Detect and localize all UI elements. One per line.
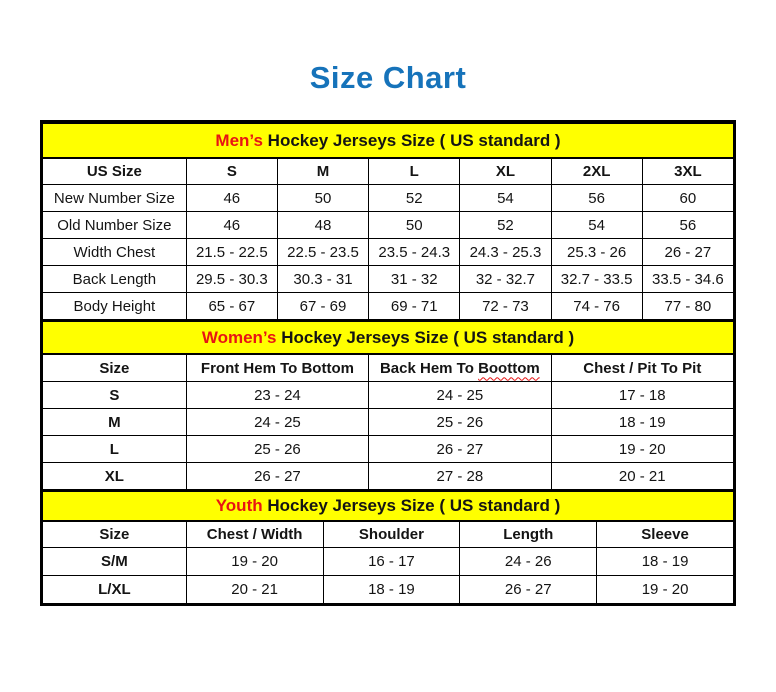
mens-size-table: [42, 122, 734, 320]
row-label: New Number Size: [43, 185, 187, 212]
table-row: [43, 293, 734, 320]
back-hem-prefix: Back Hem To: [379, 359, 474, 377]
womens-section-heading: [43, 321, 734, 354]
value-cell: 50: [369, 212, 460, 239]
column-header: US Size: [43, 158, 187, 185]
column-header: 3XL: [642, 158, 733, 185]
value-cell: 23.5 - 24.3: [369, 239, 460, 266]
value-cell: 74 - 76: [551, 293, 642, 320]
row-label: Body Height: [43, 293, 187, 320]
value-cell: 26 - 27: [186, 463, 368, 490]
mens-header-row: [43, 158, 734, 185]
value-cell: 18 - 19: [551, 409, 733, 436]
value-cell: 27 - 28: [369, 463, 551, 490]
size-chart-container: [40, 120, 736, 606]
mens-heading-highlight: Men’s: [215, 130, 263, 150]
value-cell: 32.7 - 33.5: [551, 266, 642, 293]
youth-header-row: [43, 521, 734, 548]
value-cell: 20 - 21: [186, 576, 323, 604]
value-cell: 16 - 17: [323, 548, 460, 576]
column-header: Length: [460, 521, 597, 548]
value-cell: 67 - 69: [277, 293, 368, 320]
value-cell: 48: [277, 212, 368, 239]
value-cell: 46: [186, 185, 277, 212]
value-cell: 32 - 32.7: [460, 266, 551, 293]
value-cell: 29.5 - 30.3: [186, 266, 277, 293]
table-row: [43, 239, 734, 266]
value-cell: 46: [186, 212, 277, 239]
value-cell: 24 - 25: [369, 382, 551, 409]
value-cell: 24.3 - 25.3: [460, 239, 551, 266]
table-row: [43, 463, 734, 490]
value-cell: 33.5 - 34.6: [642, 266, 733, 293]
value-cell: 26 - 27: [460, 576, 597, 604]
column-header: Sleeve: [597, 521, 734, 548]
value-cell: 77 - 80: [642, 293, 733, 320]
column-header-back-hem: [369, 354, 551, 382]
value-cell: 56: [551, 185, 642, 212]
value-cell: 30.3 - 31: [277, 266, 368, 293]
value-cell: 26 - 27: [642, 239, 733, 266]
value-cell: 22.5 - 23.5: [277, 239, 368, 266]
column-header: Chest / Width: [186, 521, 323, 548]
row-label: Back Length: [43, 266, 187, 293]
column-header: M: [277, 158, 368, 185]
column-header: Shoulder: [323, 521, 460, 548]
value-cell: 25.3 - 26: [551, 239, 642, 266]
value-cell: 17 - 18: [551, 382, 733, 409]
youth-section-heading-row: [43, 491, 734, 521]
column-header: Front Hem To Bottom: [186, 354, 368, 382]
youth-size-table: [42, 490, 734, 604]
value-cell: 26 - 27: [369, 436, 551, 463]
value-cell: 18 - 19: [597, 548, 734, 576]
table-row: [43, 382, 734, 409]
value-cell: 60: [642, 185, 733, 212]
row-label: M: [43, 409, 187, 436]
column-header: Chest / Pit To Pit: [551, 354, 733, 382]
value-cell: 31 - 32: [369, 266, 460, 293]
row-label: Width Chest: [43, 239, 187, 266]
value-cell: 19 - 20: [551, 436, 733, 463]
value-cell: 21.5 - 22.5: [186, 239, 277, 266]
value-cell: 24 - 25: [186, 409, 368, 436]
column-header: XL: [460, 158, 551, 185]
value-cell: 25 - 26: [186, 436, 368, 463]
row-label: L/XL: [43, 576, 187, 604]
womens-size-table: [42, 320, 734, 490]
column-header: S: [186, 158, 277, 185]
table-row: [43, 212, 734, 239]
value-cell: 18 - 19: [323, 576, 460, 604]
youth-section-heading: [43, 491, 734, 521]
value-cell: 19 - 20: [186, 548, 323, 576]
table-row: [43, 548, 734, 576]
value-cell: 20 - 21: [551, 463, 733, 490]
value-cell: 72 - 73: [460, 293, 551, 320]
youth-heading-highlight: Youth: [215, 496, 263, 515]
column-header: Size: [43, 521, 187, 548]
row-label: S: [43, 382, 187, 409]
value-cell: 52: [460, 212, 551, 239]
row-label: Old Number Size: [43, 212, 187, 239]
value-cell: 52: [369, 185, 460, 212]
column-header: Size: [43, 354, 187, 382]
value-cell: 54: [460, 185, 551, 212]
womens-heading-rest: Hockey Jerseys Size ( US standard ): [276, 327, 575, 347]
table-row: [43, 409, 734, 436]
value-cell: 25 - 26: [369, 409, 551, 436]
value-cell: 54: [551, 212, 642, 239]
table-row: [43, 436, 734, 463]
column-header: 2XL: [551, 158, 642, 185]
womens-heading-highlight: Women’s: [201, 327, 277, 347]
column-header: L: [369, 158, 460, 185]
value-cell: 24 - 26: [460, 548, 597, 576]
value-cell: 69 - 71: [369, 293, 460, 320]
back-hem-misspelled-word: Boottom: [478, 359, 540, 377]
row-label: S/M: [43, 548, 187, 576]
table-row: [43, 185, 734, 212]
mens-section-heading-row: [43, 123, 734, 158]
table-row: [43, 266, 734, 293]
womens-section-heading-row: [43, 321, 734, 354]
page-title: Size Chart: [309, 60, 467, 95]
row-label: XL: [43, 463, 187, 490]
mens-heading-rest: Hockey Jerseys Size ( US standard ): [262, 130, 561, 150]
womens-header-row: [43, 354, 734, 382]
row-label: L: [43, 436, 187, 463]
value-cell: 65 - 67: [186, 293, 277, 320]
value-cell: 23 - 24: [186, 382, 368, 409]
value-cell: 50: [277, 185, 368, 212]
value-cell: 19 - 20: [597, 576, 734, 604]
youth-heading-rest: Hockey Jerseys Size ( US standard ): [262, 496, 561, 515]
table-row: [43, 576, 734, 604]
mens-section-heading: [43, 123, 734, 158]
value-cell: 56: [642, 212, 733, 239]
